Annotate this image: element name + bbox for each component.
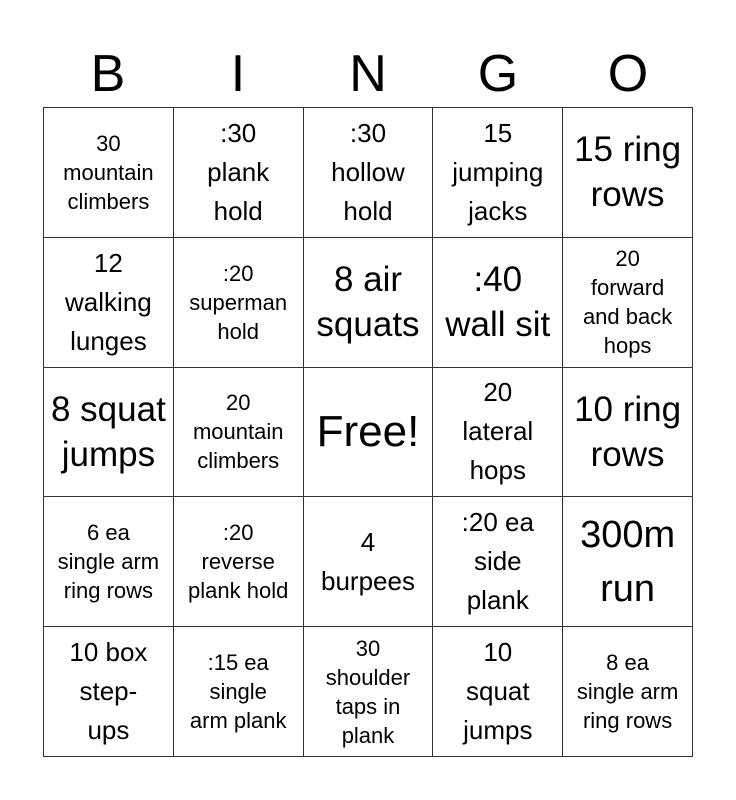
cell-label: 4 burpees xyxy=(321,526,415,596)
cell-label: 15 ring rows xyxy=(574,130,682,215)
bingo-cell-r2-c3[interactable] xyxy=(304,238,434,368)
bingo-cell-r5-c2[interactable] xyxy=(174,627,304,757)
free-space-label: Free! xyxy=(316,406,420,456)
cell-label: 20 forward and back hops xyxy=(582,246,673,359)
bingo-cell-r5-c3[interactable] xyxy=(304,627,434,757)
cell-label: 300m run xyxy=(580,513,676,610)
bingo-cell-r1-c5[interactable] xyxy=(563,108,693,238)
cell-label: :20 superman hold xyxy=(189,260,288,344)
cell-label: 10 ring rows xyxy=(574,389,682,474)
cell-label: :15 ea single arm plank xyxy=(189,650,287,734)
cell-label: :30 hollow hold xyxy=(331,117,405,226)
bingo-cell-r5-c1[interactable] xyxy=(44,627,174,757)
bingo-cell-r2-c2[interactable] xyxy=(174,238,304,368)
bingo-cell-r1-c3[interactable] xyxy=(304,108,434,238)
cell-label: 10 squat jumps xyxy=(463,637,533,746)
bingo-cell-r4-c5[interactable] xyxy=(563,497,693,627)
header-letter-o: O xyxy=(607,45,649,103)
bingo-cell-r2-c1[interactable] xyxy=(44,238,174,368)
bingo-cell-free[interactable] xyxy=(304,368,434,498)
bingo-cell-r5-c5[interactable] xyxy=(563,627,693,757)
bingo-cell-r4-c1[interactable] xyxy=(44,497,174,627)
bingo-cell-r2-c5[interactable] xyxy=(563,238,693,368)
cell-label: 20 mountain climbers xyxy=(192,390,284,474)
cell-label: 15 jumping jacks xyxy=(452,117,544,226)
bingo-cell-r3-c1[interactable] xyxy=(44,368,174,498)
cell-label: :20 ea side plank xyxy=(461,507,534,616)
header-letter-i: I xyxy=(230,45,246,103)
header-letter-n: N xyxy=(349,45,387,103)
bingo-cell-r3-c5[interactable] xyxy=(563,368,693,498)
bingo-cell-r4-c4[interactable] xyxy=(433,497,563,627)
bingo-cell-r2-c4[interactable] xyxy=(433,238,563,368)
cell-label: :30 plank hold xyxy=(207,117,270,226)
cell-label: 6 ea single arm ring rows xyxy=(57,520,160,604)
cell-label: 12 walking lunges xyxy=(65,247,152,356)
bingo-header xyxy=(43,40,693,108)
bingo-cell-r3-c2[interactable] xyxy=(174,368,304,498)
cell-label: 10 box step- ups xyxy=(69,637,148,746)
cell-label: 30 shoulder taps in plank xyxy=(325,635,411,748)
bingo-cell-r4-c2[interactable] xyxy=(174,497,304,627)
bingo-cell-r5-c4[interactable] xyxy=(433,627,563,757)
bingo-cell-r3-c4[interactable] xyxy=(433,368,563,498)
cell-label: 8 squat jumps xyxy=(50,389,166,474)
header-letter-g: G xyxy=(477,45,519,103)
cell-label: :40 wall sit xyxy=(445,260,551,345)
bingo-cell-r1-c1[interactable] xyxy=(44,108,174,238)
cell-label: :20 reverse plank hold xyxy=(188,520,289,604)
cell-label: 8 ea single arm ring rows xyxy=(576,650,679,734)
bingo-cell-r1-c4[interactable] xyxy=(433,108,563,238)
bingo-card-grid xyxy=(43,107,693,757)
bingo-cell-r4-c3[interactable] xyxy=(304,497,434,627)
cell-label: 20 lateral hops xyxy=(462,377,534,486)
header-letter-b: B xyxy=(90,45,126,103)
cell-label: 8 air squats xyxy=(316,260,420,345)
cell-label: 30 mountain climbers xyxy=(63,130,154,214)
bingo-cell-r1-c2[interactable] xyxy=(174,108,304,238)
